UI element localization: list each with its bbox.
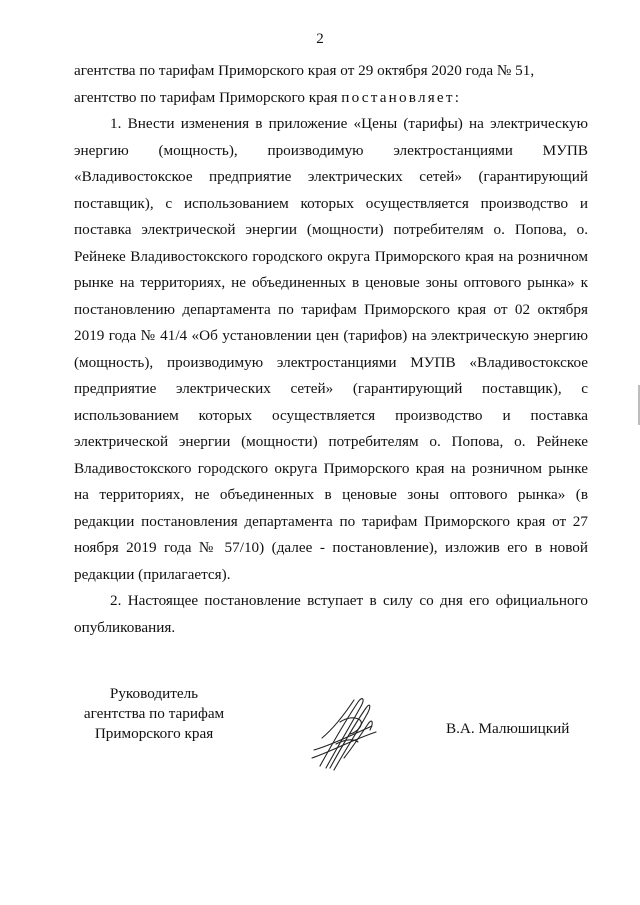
intro-paragraph-line1: агентства по тарифам Приморского края от 29 октября 2020 года № 51, (74, 62, 535, 79)
signatory-name: В.А. Малюшицкий (446, 720, 570, 737)
signatory-position (66, 684, 242, 744)
signatory-position-line1: Руководитель (109, 685, 199, 702)
intro-paragraph-line2 (74, 85, 588, 112)
document-body (74, 58, 588, 641)
resolves-keyword: постановляет (341, 88, 455, 106)
item-1-paragraph: 1. Внести изменения в приложение «Цены (тарифы) на электрическую энергию (мощность), производимую электростанциями МУПВ «Владивостокское предприятие электрических сетей» (гарантирующий поставщик), с использованием которых осуществляется производство и поставка электрической энергии (мощности) потребителям о. Попова, о. Рейнеке Владивостокского городского округа Приморского края на розничном рынке на территориях, не объединенных в ценовые зоны оптового рынка» к постановлению департамента по тарифам Приморского края от 02 октября 2019 года № 41/4 «Об установлении цен (тарифов) на электрическую энергию (мощность), производимую электростанциями МУПВ «Владивостокское предприятие электрических сетей» (гарантирующий поставщик), с использованием которых осуществляется производство и поставка электрической энергии (мощности) потребителям о. Попова, о. Рейнеке Владивостокского городского округа Приморского края на розничном рынке на территориях, не объединенных в ценовые зоны оптового рынка» (в редакции постановления департамента по тарифам Приморского края от 27 ноября 2019 года № 57/10) (далее - постановление), изложив его в новой редакции (прилагается). (74, 115, 588, 583)
handwritten-signature (300, 688, 390, 778)
signatory-position-line2: агентства по тарифам (83, 705, 225, 722)
signatory-position-line3: Приморского края (94, 725, 214, 742)
page-number: 2 (316, 31, 324, 47)
item-2-paragraph: 2. Настоящее постановление вступает в силу со дня его официального опубликования. (74, 592, 588, 636)
intro-suffix: : (454, 88, 459, 106)
intro-prefix: агентство по тарифам Приморского края (74, 88, 342, 106)
